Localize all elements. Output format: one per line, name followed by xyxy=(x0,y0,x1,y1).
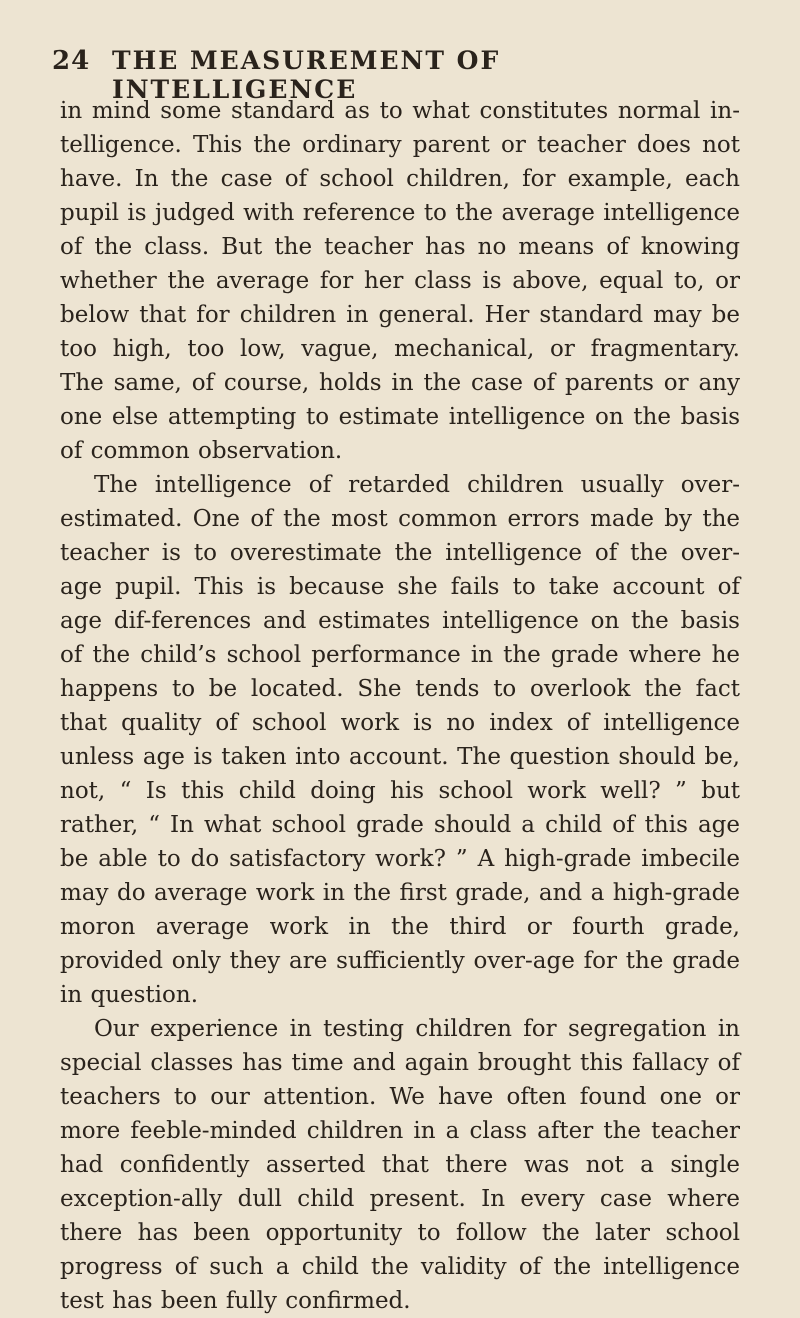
paragraph-continued: in mind some standard as to what constitutes normal in-telligence. This the ordinary parent or teacher does not have. In the case of school children, for example, each pupil is judged with reference to the average intelligence of the class. But the teacher has no means of knowing whether the average for her class is above, equal to, or below that for children in general. Her standard may be too high, too low, vague, mechanical, or fragmentary. The same, of course, holds in the case of parents or any one else attempting to estimate intelligence on the basis of common observation. xyxy=(60,98,740,464)
running-head-title: THE MEASUREMENT OF INTELLIGENCE xyxy=(112,46,501,104)
running-head xyxy=(52,46,752,104)
page-number: 24 xyxy=(52,46,91,76)
paragraph-our-experience: Our experience in testing children for segregation in special classes has time and again brought this fallacy of teachers to our attention. We have often found one or more feeble-minded children in a class after the teacher had confidently asserted that there was not a single exception-ally dull child present. In every case where there has been opportunity to follow the later school progress of such a child the validity of the intelligence test has been fully confirmed. xyxy=(60,1016,740,1314)
body-text xyxy=(60,94,740,1318)
paragraph-retarded-children: The intelligence of retarded children usually over-estimated. One of the most common errors made by the teacher is to overestimate the intelligence of the over-age pupil. This is because she fails to take account of age dif-ferences and estimates intelligence on the basis of the child’s school performance in the grade where he happens to be located. She tends to overlook the fact that quality of school work is no index of intelligence unless age is taken into account. The question should be, not, “ Is this child doing his school work well? ” but rather, “ In what school grade should a child of this age be able to do satisfactory work? ” A high-grade imbecile may do average work in the first grade, and a high-grade moron average work in the third or fourth grade, provided only they are sufficiently over-age for the grade in question. xyxy=(60,472,740,1008)
